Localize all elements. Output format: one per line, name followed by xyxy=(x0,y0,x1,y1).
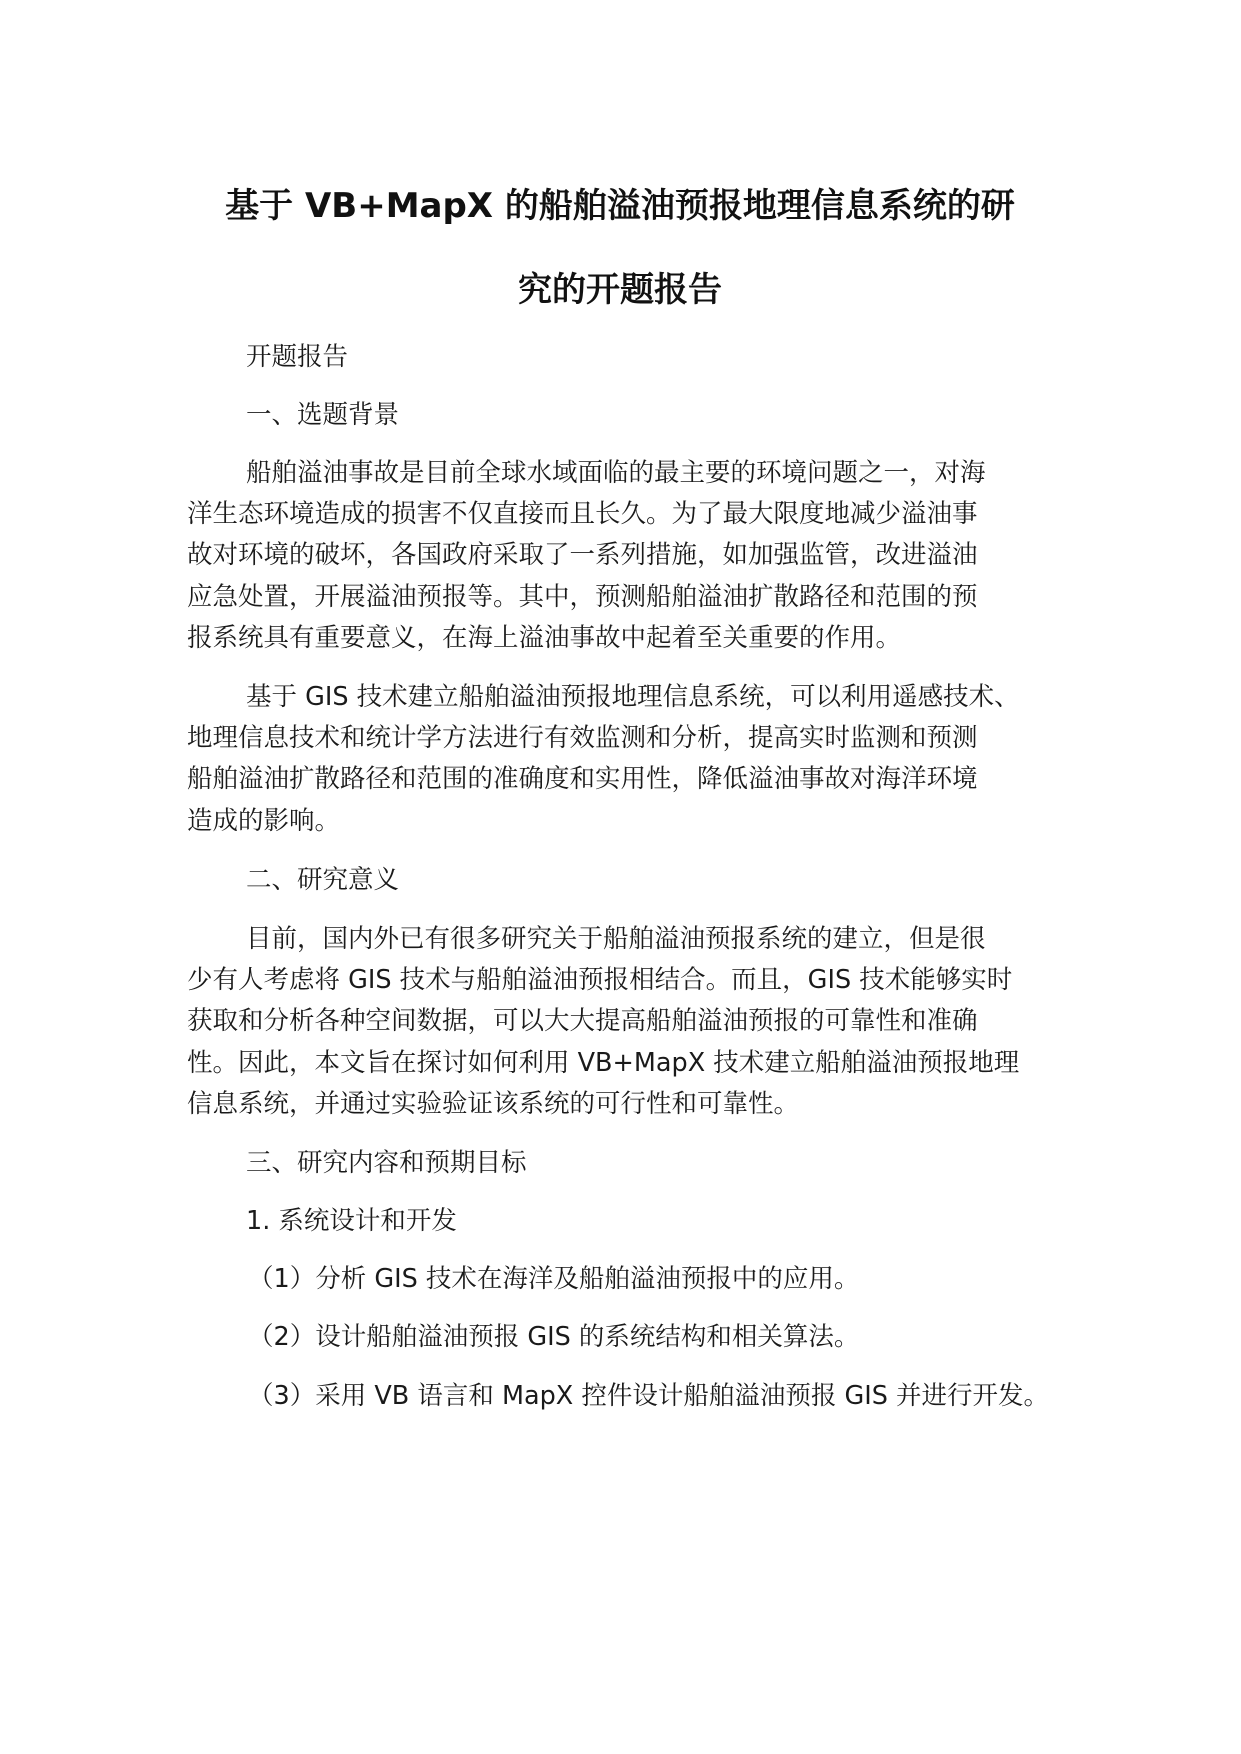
paragraph-line: 应急处置，开展溢油预报等。其中，预测船舶溢油扩散路径和范围的预 xyxy=(187,582,978,612)
paragraph-line: 信息系统，并通过实验验证该系统的可行性和可靠性。 xyxy=(187,1089,800,1119)
paragraph-line: 造成的影响。 xyxy=(187,806,341,836)
document-title-line-2: 究的开题报告 xyxy=(518,270,722,310)
significance-heading: 二、研究意义 xyxy=(246,865,400,895)
paragraph-line: 船舶溢油事故是目前全球水域面临的最主要的环境问题之一，对海 xyxy=(246,458,986,488)
paragraph-line: 目前，国内外已有很多研究关于船舶溢油预报系统的建立，但是很 xyxy=(246,924,986,954)
background-heading: 一、选题背景 xyxy=(246,400,400,430)
paragraph-line: 报系统具有重要意义，在海上溢油事故中起着至关重要的作用。 xyxy=(187,623,902,653)
paragraph-line: 性。因此，本文旨在探讨如何利用 VB+MapX 技术建立船舶溢油预报地理 xyxy=(187,1048,1020,1078)
content-heading: 三、研究内容和预期目标 xyxy=(246,1148,527,1178)
paragraph-line: 地理信息技术和统计学方法进行有效监测和分析，提高实时监测和预测 xyxy=(187,723,978,753)
paragraph-line: 洋生态环境造成的损害不仅直接而且长久。为了最大限度地减少溢油事 xyxy=(187,499,978,529)
list-item: （3）采用 VB 语言和 MapX 控件设计船舶溢油预报 GIS 并进行开发。 xyxy=(248,1381,1050,1411)
sub-heading-system-design: 1. 系统设计和开发 xyxy=(246,1206,457,1236)
paragraph-line: 获取和分析各种空间数据，可以大大提高船舶溢油预报的可靠性和准确 xyxy=(187,1006,978,1036)
list-item: （1）分析 GIS 技术在海洋及船舶溢油预报中的应用。 xyxy=(248,1264,860,1294)
list-item: （2）设计船舶溢油预报 GIS 的系统结构和相关算法。 xyxy=(248,1322,860,1352)
report-heading: 开题报告 xyxy=(246,342,349,372)
paragraph-line: 基于 GIS 技术建立船舶溢油预报地理信息系统，可以利用遥感技术、 xyxy=(246,682,1020,712)
paragraph-line: 船舶溢油扩散路径和范围的准确度和实用性，降低溢油事故对海洋环境 xyxy=(187,764,978,794)
paragraph-line: 故对环境的破坏，各国政府采取了一系列措施，如加强监管，改进溢油 xyxy=(187,540,978,570)
paragraph-line: 少有人考虑将 GIS 技术与船舶溢油预报相结合。而且，GIS 技术能够实时 xyxy=(187,965,1013,995)
document-title-line-1: 基于 VB+MapX 的船舶溢油预报地理信息系统的研 xyxy=(225,186,1015,226)
